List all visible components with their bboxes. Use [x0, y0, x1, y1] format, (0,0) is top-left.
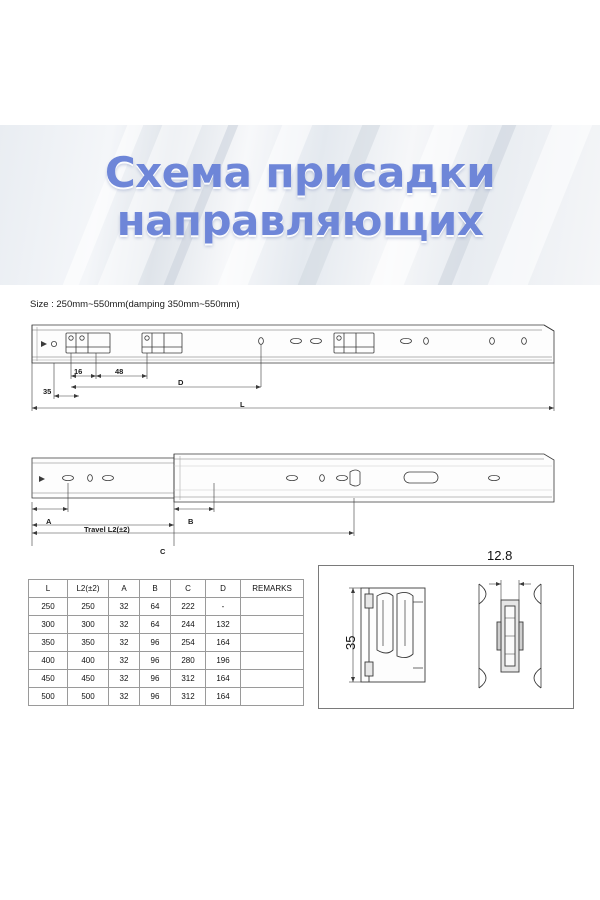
table-cell: 164 [206, 688, 241, 706]
table-cell: 312 [171, 688, 206, 706]
table-row [29, 598, 304, 616]
table-cell: 132 [206, 616, 241, 634]
dim-35-label: 35 [43, 387, 52, 396]
dim-48-label: 48 [115, 367, 124, 376]
table-cell [241, 598, 304, 616]
table-cell [241, 634, 304, 652]
table-cell: 250 [29, 598, 68, 616]
table-cell: 254 [171, 634, 206, 652]
table-row [29, 634, 304, 652]
table-cell: 450 [29, 670, 68, 688]
page-title [0, 149, 600, 245]
table-cell: 300 [68, 616, 109, 634]
dim-12-8-label: 12.8 [487, 548, 513, 563]
table-header-cell: REMARKS [241, 580, 304, 598]
table-cell: 244 [171, 616, 206, 634]
table-cell: 64 [140, 616, 171, 634]
page-title-line1: Схема присадки [104, 148, 496, 197]
dim-L-label: L [240, 400, 245, 409]
table-cell: 96 [140, 652, 171, 670]
table-cell: 312 [171, 670, 206, 688]
technical-drawing-sheet [0, 285, 600, 745]
table-cell [241, 652, 304, 670]
dim-16-label: 16 [74, 367, 83, 376]
table-cell [241, 616, 304, 634]
hero-banner [0, 125, 600, 285]
table-row [29, 670, 304, 688]
table-header-cell: B [140, 580, 171, 598]
table-cell: 96 [140, 670, 171, 688]
table-cell: 164 [206, 634, 241, 652]
table-cell: 64 [140, 598, 171, 616]
spec-table [28, 579, 304, 706]
table-cell: 32 [109, 670, 140, 688]
table-cell: 32 [109, 688, 140, 706]
table-cell: 96 [140, 688, 171, 706]
table-cell: 280 [171, 652, 206, 670]
table-header-cell: L [29, 580, 68, 598]
table-cell: 32 [109, 598, 140, 616]
table-header-row [29, 580, 304, 598]
cross-section-detail-box [318, 548, 574, 709]
table-header-cell: A [109, 580, 140, 598]
table-cell: 32 [109, 634, 140, 652]
table-cell [241, 670, 304, 688]
table-cell: 196 [206, 652, 241, 670]
table-cell: 400 [68, 652, 109, 670]
dim-C-label: C [160, 547, 166, 556]
table-cell: 350 [29, 634, 68, 652]
table-cell: 400 [29, 652, 68, 670]
travel-label: Travel L2(±2) [84, 525, 130, 534]
page-title-line2: направляющих [116, 196, 484, 245]
table-row [29, 616, 304, 634]
table-cell [241, 688, 304, 706]
table-cell: 500 [29, 688, 68, 706]
side-view-drawing [24, 450, 576, 560]
top-view-drawing [24, 317, 576, 427]
size-note: Size : 250mm~550mm(damping 350mm~550mm) [30, 299, 240, 310]
table-cell: 222 [171, 598, 206, 616]
table-row [29, 688, 304, 706]
table-cell: - [206, 598, 241, 616]
dim-B-label: B [188, 517, 194, 526]
table-header-cell: C [171, 580, 206, 598]
table-row [29, 652, 304, 670]
dim-D-label: D [178, 378, 184, 387]
table-cell: 164 [206, 670, 241, 688]
dim-35-section-label: 35 [343, 635, 358, 650]
dim-A-label: A [46, 517, 52, 526]
table-cell: 250 [68, 598, 109, 616]
table-cell: 350 [68, 634, 109, 652]
table-cell: 500 [68, 688, 109, 706]
table-header-cell: L2(±2) [68, 580, 109, 598]
table-cell: 300 [29, 616, 68, 634]
table-cell: 96 [140, 634, 171, 652]
table-cell: 32 [109, 616, 140, 634]
table-cell: 32 [109, 652, 140, 670]
table-cell: 450 [68, 670, 109, 688]
table-header-cell: D [206, 580, 241, 598]
